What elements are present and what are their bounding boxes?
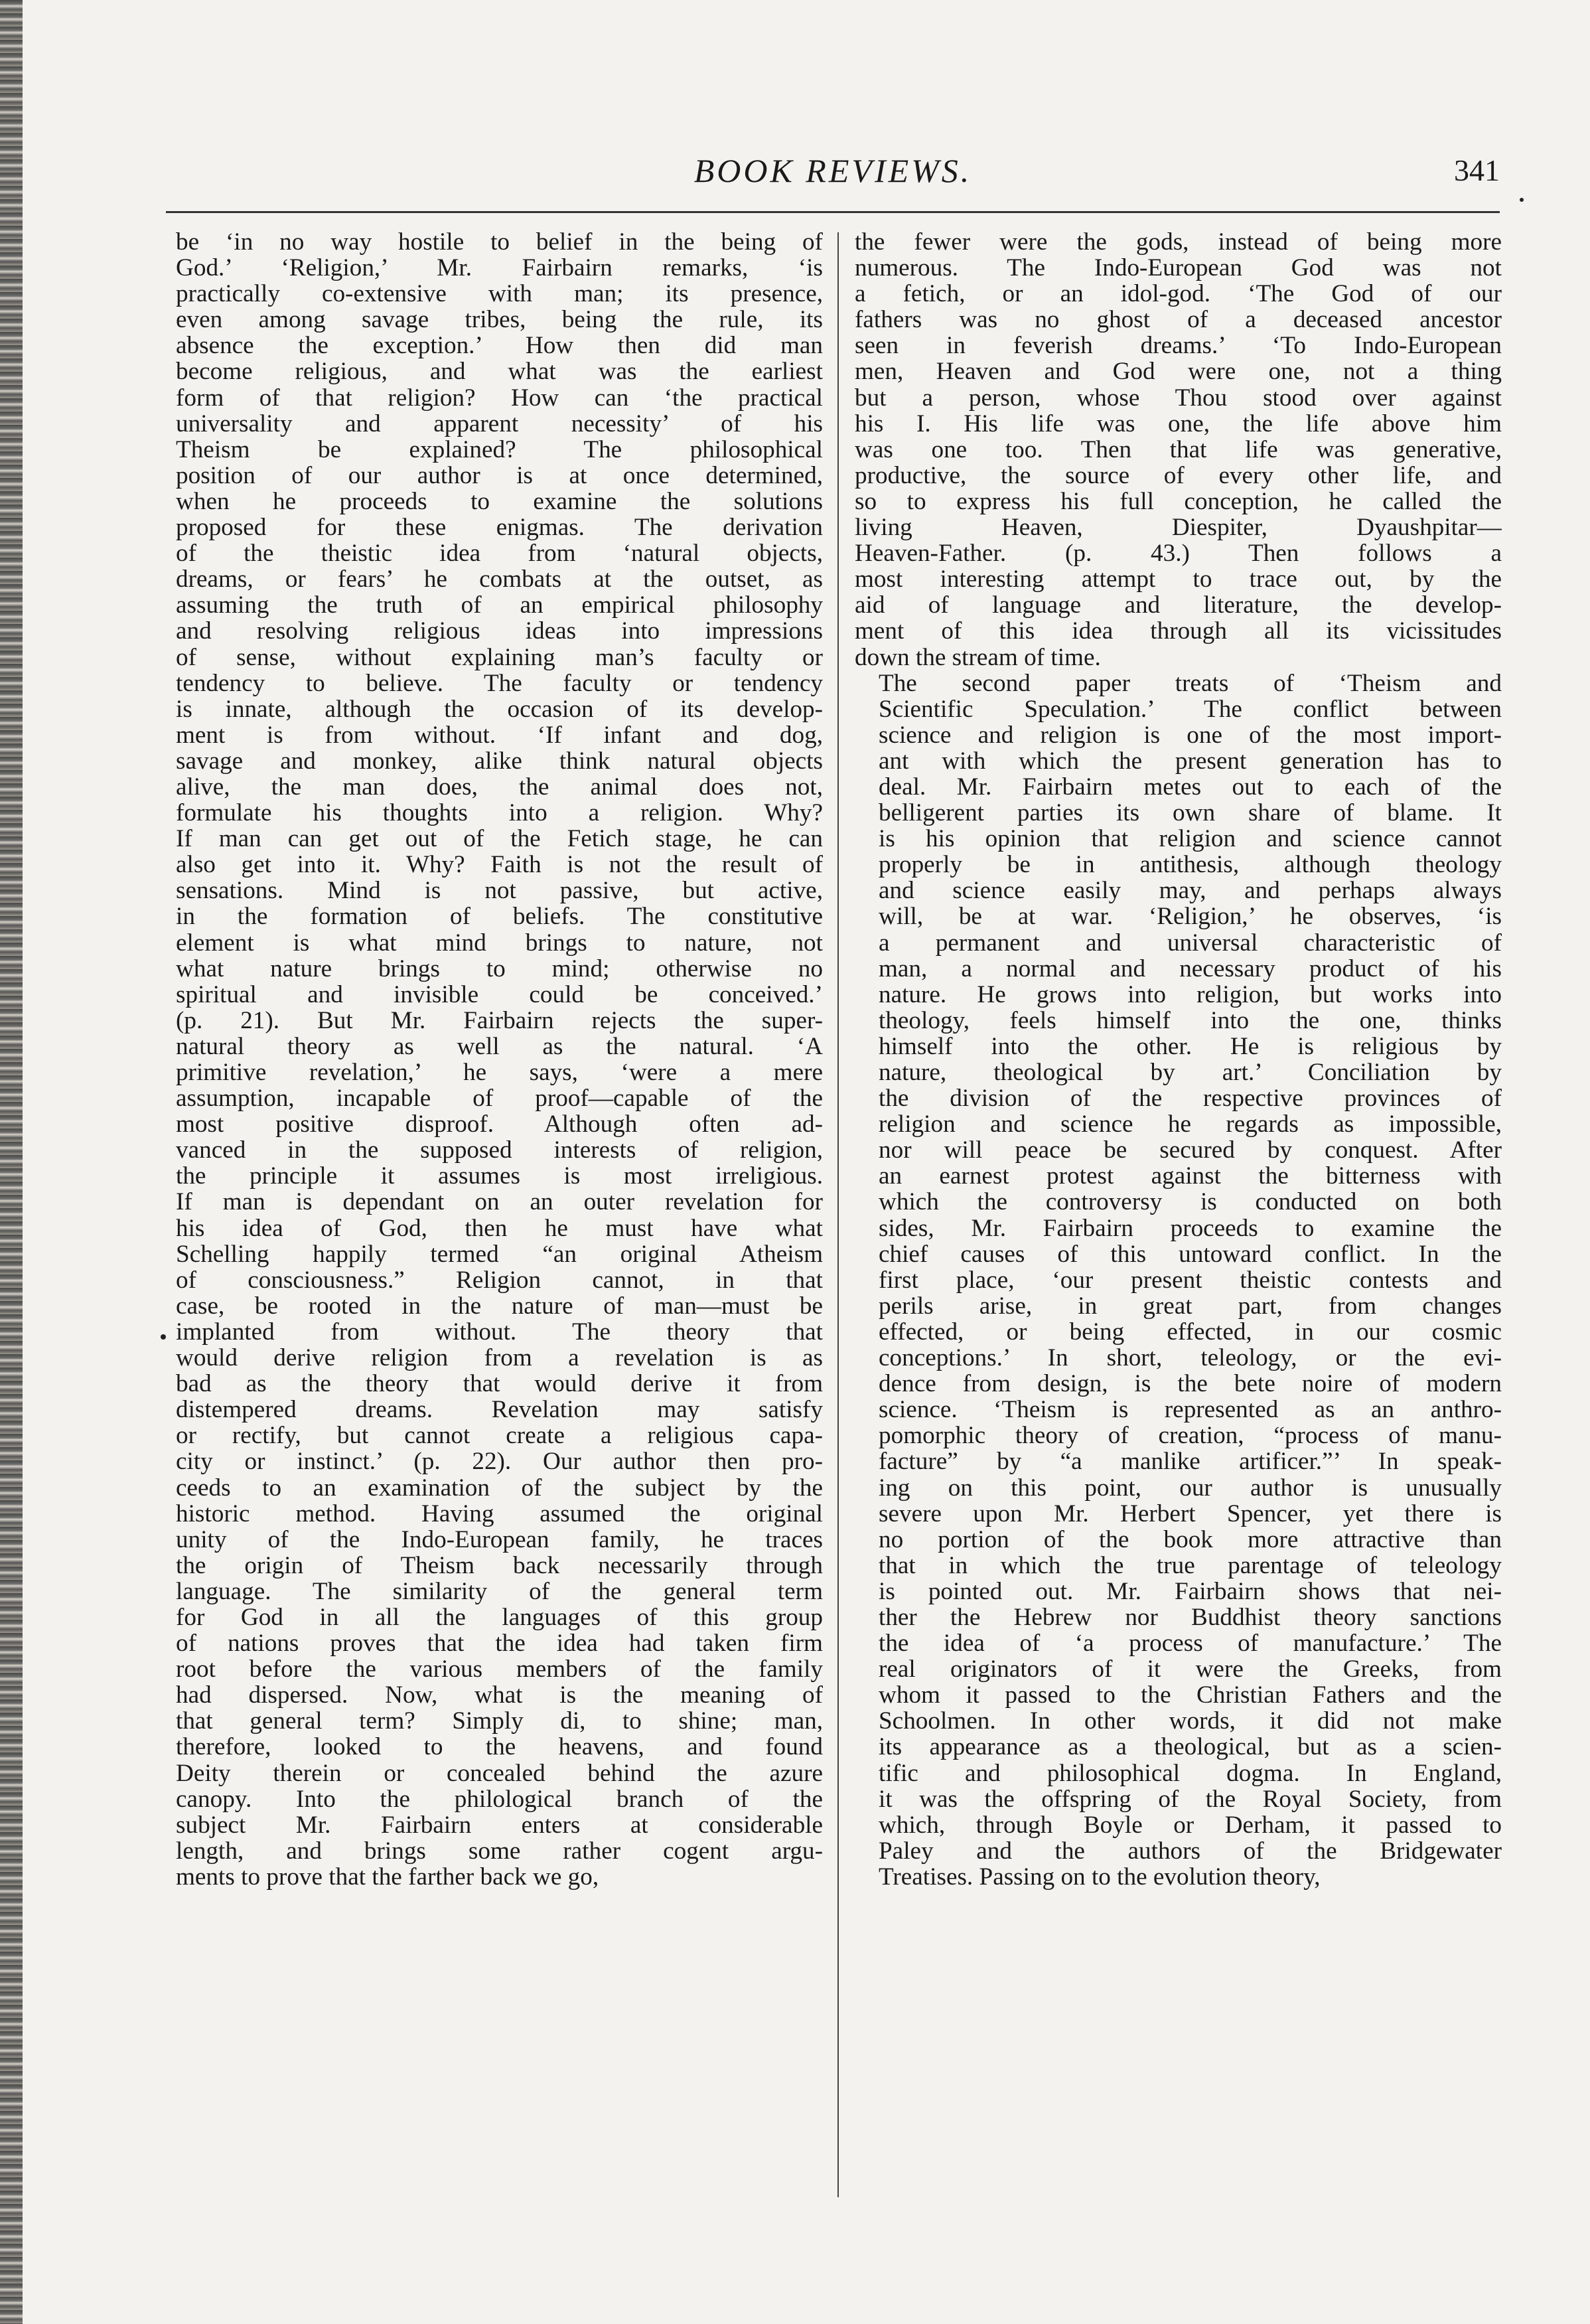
text-line: The second paper treats of ‘Theism and: [879, 670, 1502, 696]
text-line: natural theory as well as the natural. ‘A: [176, 1033, 823, 1059]
text-line: practically co-extensive with man; its presence,: [176, 281, 823, 307]
text-line: his I. His life was one, the life above him: [855, 410, 1502, 437]
text-line: become religious, and what was the earliest: [176, 358, 823, 385]
text-line: man, a normal and necessary product of his: [879, 955, 1502, 982]
text-line: for God in all the languages of this group: [176, 1604, 823, 1631]
text-line: a permanent and universal characteristic of: [879, 929, 1502, 956]
text-line: theology, feels himself into the one, thinks: [879, 1007, 1502, 1034]
text-line: of nations proves that the idea had taken firm: [176, 1630, 823, 1657]
text-line: historic method. Having assumed the original: [176, 1500, 823, 1527]
text-line: alive, the man does, the animal does not,: [176, 773, 823, 801]
text-line: Paley and the authors of the Bridgewater: [879, 1837, 1502, 1864]
paragraph: [855, 670, 1502, 1890]
text-line: Heaven-Father. (p. 43.) Then follows a: [855, 540, 1502, 567]
text-line: God.’ ‘Religion,’ Mr. Fairbairn remarks, ‘is: [176, 255, 823, 281]
text-line: facture” by “a manlike artificer.”’ In speak-: [879, 1448, 1502, 1475]
text-line: the idea of ‘a process of manufacture.’ The: [879, 1630, 1502, 1657]
text-line: properly be in antithesis, although theology: [879, 852, 1502, 878]
text-line: men, Heaven and God were one, not a thing: [855, 358, 1502, 385]
text-line: sensations. Mind is not passive, but active,: [176, 878, 823, 904]
text-line: city or instinct.’ (p. 22). Our author then pro-: [176, 1448, 823, 1475]
text-line: position of our author is at once determined,: [176, 462, 823, 489]
text-line: universality and apparent necessity’ of his: [176, 410, 823, 437]
text-line: of consciousness.” Religion cannot, in that: [176, 1267, 823, 1293]
text-line: assumption, incapable of proof—capable of the: [176, 1085, 823, 1112]
text-line: also get into it. Why? Faith is not the result of: [176, 852, 823, 878]
text-line: spiritual and invisible could be conceived.’: [176, 981, 823, 1008]
page-number: 341: [1454, 153, 1500, 187]
paragraph: [176, 229, 823, 1890]
text-line: implanted from without. The theory that: [176, 1318, 823, 1346]
text-line: effected, or being effected, in our cosmic: [879, 1318, 1502, 1346]
header-rule: [166, 211, 1500, 213]
text-line: religion and science he regards as impossible,: [879, 1111, 1502, 1138]
text-line: is pointed out. Mr. Fairbairn shows that nei-: [879, 1578, 1502, 1604]
text-line: ing on this point, our author is unusually: [879, 1474, 1502, 1501]
text-line: his idea of God, then he must have what: [176, 1215, 823, 1241]
text-line: down the stream of time.: [855, 644, 1101, 670]
text-line: its appearance as a theological, but as a scien-: [879, 1734, 1502, 1760]
text-line: was one too. Then that life was generative,: [855, 436, 1502, 463]
text-line: which the controversy is conducted on both: [879, 1189, 1502, 1215]
text-line: no portion of the book more attractive than: [879, 1526, 1502, 1553]
text-line: be ‘in no way hostile to belief in the being of: [176, 229, 823, 256]
text-line: Treatises. Passing on to the evolution theory,: [879, 1863, 1321, 1890]
text-line: of sense, without explaining man’s faculty or: [176, 644, 823, 670]
margin-speck: [161, 1334, 166, 1340]
text-line: is his opinion that religion and science cannot: [879, 826, 1502, 852]
text-line: the principle it assumes is most irreligious.: [176, 1163, 823, 1190]
text-line: assuming the truth of an empirical philosophy: [176, 592, 823, 619]
text-line: distempered dreams. Revelation may satisfy: [176, 1397, 823, 1423]
text-line: unity of the Indo-European family, he traces: [176, 1526, 823, 1553]
text-line: dreams, or fears’ he combats at the outset, as: [176, 566, 823, 593]
text-line: living Heaven, Diespiter, Dyaushpitar—: [855, 514, 1502, 541]
text-line: pomorphic theory of creation, “process of manu-: [879, 1423, 1502, 1449]
text-line: Schelling happily termed “an original Atheism: [176, 1241, 823, 1267]
text-line: Scientific Speculation.’ The conflict between: [879, 696, 1502, 722]
text-line: fathers was no ghost of a deceased ancestor: [855, 307, 1502, 333]
text-line: root before the various members of the family: [176, 1656, 823, 1683]
paragraph: [855, 229, 1502, 670]
text-line: form of that religion? How can ‘the practical: [176, 384, 823, 411]
text-line: ments to prove that the farther back we go,: [176, 1863, 599, 1890]
text-line: when he proceeds to examine the solutions: [176, 488, 823, 515]
text-line: most interesting attempt to trace out, by the: [855, 566, 1502, 593]
text-line: an earnest protest against the bitterness with: [879, 1163, 1502, 1190]
text-line: bad as the theory that would derive it from: [176, 1371, 823, 1397]
text-line: will, be at war. ‘Religion,’ he observes, ‘is: [879, 903, 1502, 930]
text-line: in the formation of beliefs. The constitutive: [176, 903, 823, 930]
text-line: Deity therein or concealed behind the azure: [176, 1760, 823, 1786]
text-line: language. The similarity of the general term: [176, 1578, 823, 1604]
text-line: tific and philosophical dogma. In England,: [879, 1760, 1502, 1786]
text-line: ment is from without. ‘If infant and dog,: [176, 722, 823, 748]
text-line: and science easily may, and perhaps always: [879, 878, 1502, 904]
text-line: dence from design, is the bete noire of modern: [879, 1371, 1502, 1397]
text-line: belligerent parties its own share of blame. It: [879, 800, 1502, 826]
text-line: If man can get out of the Fetich stage, he can: [176, 826, 823, 852]
text-line: would derive religion from a revelation is as: [176, 1345, 823, 1371]
text-line: even among savage tribes, being the rule, its: [176, 307, 823, 333]
text-line: that general term? Simply di, to shine; man,: [176, 1708, 823, 1735]
text-line: the fewer were the gods, instead of being more: [855, 229, 1502, 256]
text-line: science and religion is one of the most import-: [879, 722, 1502, 748]
text-line: perils arise, in great part, from changes: [879, 1292, 1502, 1319]
text-line: deal. Mr. Fairbairn metes out to each of the: [879, 773, 1502, 801]
text-line: that in which the true parentage of teleology: [879, 1552, 1502, 1579]
text-line: formulate his thoughts into a religion. Why?: [176, 800, 823, 826]
text-line: whom it passed to the Christian Fathers and the: [879, 1682, 1502, 1709]
text-line: nature, theological by art.’ Conciliation by: [879, 1059, 1502, 1086]
text-line: primitive revelation,’ he says, ‘were a mere: [176, 1059, 823, 1086]
text-line: productive, the source of every other life, and: [855, 462, 1502, 489]
text-line: ment of this idea through all its vicissitudes: [855, 618, 1502, 645]
text-line: which, through Boyle or Derham, it passed to: [879, 1812, 1502, 1838]
right-column: [855, 229, 1502, 2204]
text-line: so to express his full conception, he called the: [855, 488, 1502, 515]
text-line: the origin of Theism back necessarily through: [176, 1552, 823, 1579]
text-line: nor will peace be secured by conquest. After: [879, 1137, 1502, 1164]
text-line: case, be rooted in the nature of man—must be: [176, 1292, 823, 1319]
binding-edge: [0, 0, 23, 2324]
text-line: real originators of it were the Greeks, from: [879, 1656, 1502, 1683]
text-line: ceeds to an examination of the subject by the: [176, 1474, 823, 1501]
text-line: therefore, looked to the heavens, and found: [176, 1734, 823, 1760]
margin-speck: [1520, 198, 1524, 202]
running-title: BOOK REVIEWS.: [693, 152, 972, 189]
text-line: chief causes of this untoward conflict. In the: [879, 1241, 1502, 1267]
text-line: the division of the respective provinces of: [879, 1085, 1502, 1112]
text-line: (p. 21). But Mr. Fairbairn rejects the super-: [176, 1007, 823, 1034]
text-line: science. ‘Theism is represented as an anthro-: [879, 1397, 1502, 1423]
text-line: element is what mind brings to nature, not: [176, 929, 823, 956]
text-line: severe upon Mr. Herbert Spencer, yet there is: [879, 1500, 1502, 1527]
text-line: length, and brings some rather cogent argu-: [176, 1837, 823, 1864]
left-column: [176, 229, 823, 2204]
text-line: sides, Mr. Fairbairn proceeds to examine the: [879, 1215, 1502, 1241]
text-line: seen in feverish dreams.’ ‘To Indo-European: [855, 333, 1502, 359]
text-line: most positive disproof. Although often ad-: [176, 1111, 823, 1138]
text-line: subject Mr. Fairbairn enters at considerable: [176, 1812, 823, 1838]
text-line: or rectify, but cannot create a religious capa-: [176, 1423, 823, 1449]
text-line: aid of language and literature, the develop-: [855, 592, 1502, 619]
text-line: conceptions.’ In short, teleology, or the evi-: [879, 1345, 1502, 1371]
text-line: first place, ‘our present theistic contests and: [879, 1267, 1502, 1293]
text-line: ther the Hebrew nor Buddhist theory sanctions: [879, 1604, 1502, 1631]
column-divider: [837, 232, 839, 2197]
text-line: ant with which the present generation has to: [879, 747, 1502, 774]
text-line: a fetich, or an idol-god. ‘The God of our: [855, 281, 1502, 307]
text-line: of the theistic idea from ‘natural objects,: [176, 540, 823, 567]
text-line: himself into the other. He is religious by: [879, 1033, 1502, 1059]
text-line: numerous. The Indo-European God was not: [855, 255, 1502, 281]
text-line: proposed for these enigmas. The derivation: [176, 514, 823, 541]
text-line: what nature brings to mind; otherwise no: [176, 955, 823, 982]
text-line: vanced in the supposed interests of religion,: [176, 1137, 823, 1164]
text-line: If man is dependant on an outer revelation for: [176, 1189, 823, 1215]
text-line: canopy. Into the philological branch of the: [176, 1786, 823, 1812]
text-line: it was the offspring of the Royal Society, from: [879, 1786, 1502, 1812]
text-line: had dispersed. Now, what is the meaning of: [176, 1682, 823, 1709]
text-line: but a person, whose Thou stood over against: [855, 384, 1502, 411]
text-line: and resolving religious ideas into impressions: [176, 618, 823, 645]
text-line: savage and monkey, alike think natural objects: [176, 747, 823, 774]
text-line: Schoolmen. In other words, it did not make: [879, 1708, 1502, 1735]
text-line: absence the exception.’ How then did man: [176, 333, 823, 359]
text-line: Theism be explained? The philosophical: [176, 436, 823, 463]
text-line: nature. He grows into religion, but works into: [879, 981, 1502, 1008]
text-line: tendency to believe. The faculty or tendency: [176, 670, 823, 696]
page-header: [159, 151, 1506, 198]
text-line: is innate, although the occasion of its develop-: [176, 696, 823, 722]
